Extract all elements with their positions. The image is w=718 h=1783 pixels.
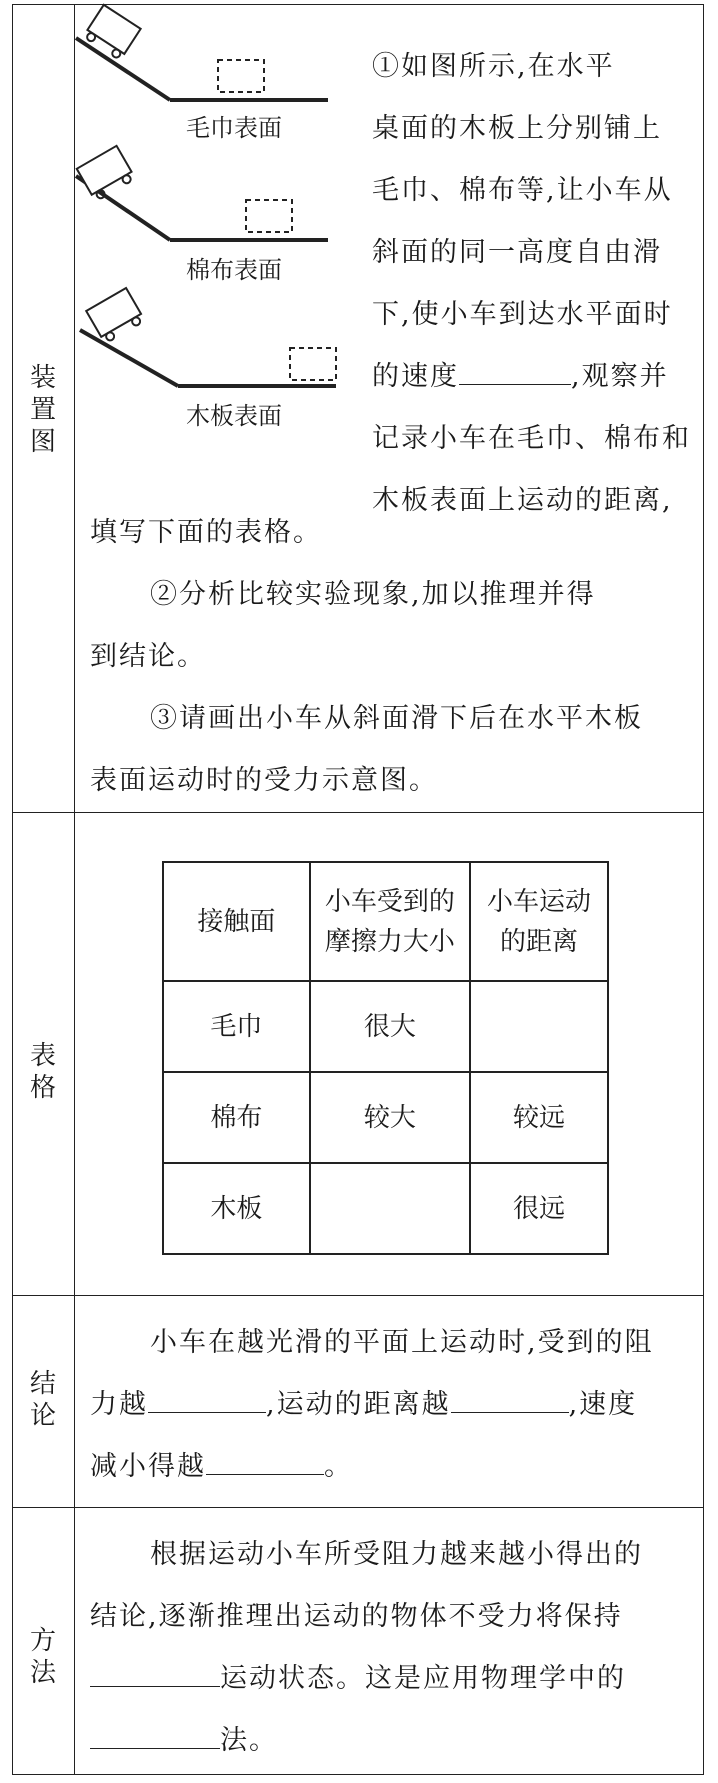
answer-blank[interactable]	[90, 1664, 220, 1687]
step1-text	[372, 36, 702, 532]
text-line: 下,使小车到达水平面时	[372, 299, 673, 330]
table-header	[310, 862, 470, 981]
text-fragment: 减小得越	[90, 1451, 206, 1482]
text-line: 填写下面的表格。	[90, 517, 322, 548]
table-header	[163, 862, 310, 981]
text-line: ①如图所示,在水平	[372, 51, 615, 82]
incline-figure-wood	[80, 288, 336, 386]
label-char: 结	[29, 1369, 56, 1399]
incline-figure-cotton	[76, 146, 328, 240]
text-fragment: 力越	[90, 1389, 148, 1420]
table-cell: 较远	[470, 1072, 608, 1163]
text-fragment: ,运动的距离越	[266, 1389, 451, 1420]
results-table	[162, 861, 609, 1255]
text-line: 结论,逐渐推理出运动的物体不受力将保持	[90, 1601, 623, 1632]
table-cell: 很大	[310, 981, 470, 1072]
figure-caption: 毛巾表面	[186, 114, 282, 142]
header-text: 的距离	[500, 926, 579, 957]
header-text: 小车受到的	[324, 886, 455, 917]
step-text	[90, 502, 690, 812]
answer-blank[interactable]	[459, 362, 571, 385]
text-fragment: ,观察并	[571, 361, 669, 392]
text-line	[372, 346, 702, 408]
text-line	[90, 1374, 690, 1436]
table-cell-blank[interactable]	[470, 981, 608, 1072]
text-fragment: 法。	[220, 1725, 278, 1756]
table-cell: 较大	[310, 1072, 470, 1163]
label-char: 置	[29, 395, 56, 425]
section-divider	[12, 1507, 704, 1508]
section-divider	[12, 1295, 704, 1296]
text-line: 斜面的同一高度自由滑	[372, 237, 662, 268]
text-fragment: 运动状态。这是应用物理学中的	[220, 1663, 626, 1694]
incline-figure-towel	[76, 5, 328, 100]
table-row	[163, 1072, 608, 1163]
label-char: 表	[29, 1041, 56, 1071]
table-cell: 棉布	[163, 1072, 310, 1163]
table-cell: 很远	[470, 1163, 608, 1254]
table-row	[163, 981, 608, 1072]
label-char: 装	[29, 363, 56, 393]
label-char: 论	[29, 1401, 56, 1431]
header-text: 小车运动	[487, 886, 592, 917]
text-line: 桌面的木板上分别铺上	[372, 113, 662, 144]
table-cell: 木板	[163, 1163, 310, 1254]
text-line	[90, 1710, 690, 1772]
text-line: 根据运动小车所受阻力越来越小得出的	[150, 1539, 643, 1570]
text-line	[90, 1436, 690, 1498]
table-row	[163, 1163, 608, 1254]
label-char: 格	[29, 1073, 56, 1103]
answer-blank[interactable]	[451, 1390, 569, 1413]
header-text: 摩擦力大小	[324, 926, 455, 957]
answer-blank[interactable]	[148, 1390, 266, 1413]
text-line: 小车在越光滑的平面上运动时,受到的阻	[150, 1327, 654, 1358]
figure-caption: 木板表面	[186, 402, 282, 430]
text-fragment: ,速度	[568, 1389, 638, 1420]
table-header	[470, 862, 608, 981]
table-cell: 毛巾	[163, 981, 310, 1072]
text-line	[90, 1648, 690, 1710]
method-text	[90, 1524, 690, 1772]
header-text: 接触面	[197, 906, 276, 937]
figure-caption: 棉布表面	[186, 256, 282, 284]
text-line: 记录小车在毛巾、棉布和	[372, 423, 691, 454]
table-cell-blank[interactable]	[310, 1163, 470, 1254]
section-label-conclusion	[12, 1368, 74, 1432]
text-fragment: 的速度	[372, 361, 459, 392]
label-char: 方	[29, 1626, 56, 1656]
section-divider	[12, 812, 704, 813]
text-fragment: 。	[324, 1451, 353, 1482]
section-label-table	[12, 1040, 74, 1104]
text-line: ③请画出小车从斜面滑下后在水平木板	[150, 703, 643, 734]
answer-blank[interactable]	[206, 1452, 324, 1475]
text-line: 表面运动时的受力示意图。	[90, 765, 438, 796]
label-char: 法	[29, 1658, 56, 1688]
text-line: 到结论。	[90, 641, 206, 672]
conclusion-text	[90, 1312, 690, 1498]
text-line: ②分析比较实验现象,加以推理并得	[150, 579, 596, 610]
label-char: 图	[29, 427, 56, 457]
table-header-row	[163, 862, 608, 981]
text-line: 木板表面上运动的距离,	[372, 485, 673, 516]
text-line: 毛巾、棉布等,让小车从	[372, 175, 673, 206]
answer-blank[interactable]	[90, 1726, 220, 1749]
section-label-method	[12, 1625, 74, 1689]
